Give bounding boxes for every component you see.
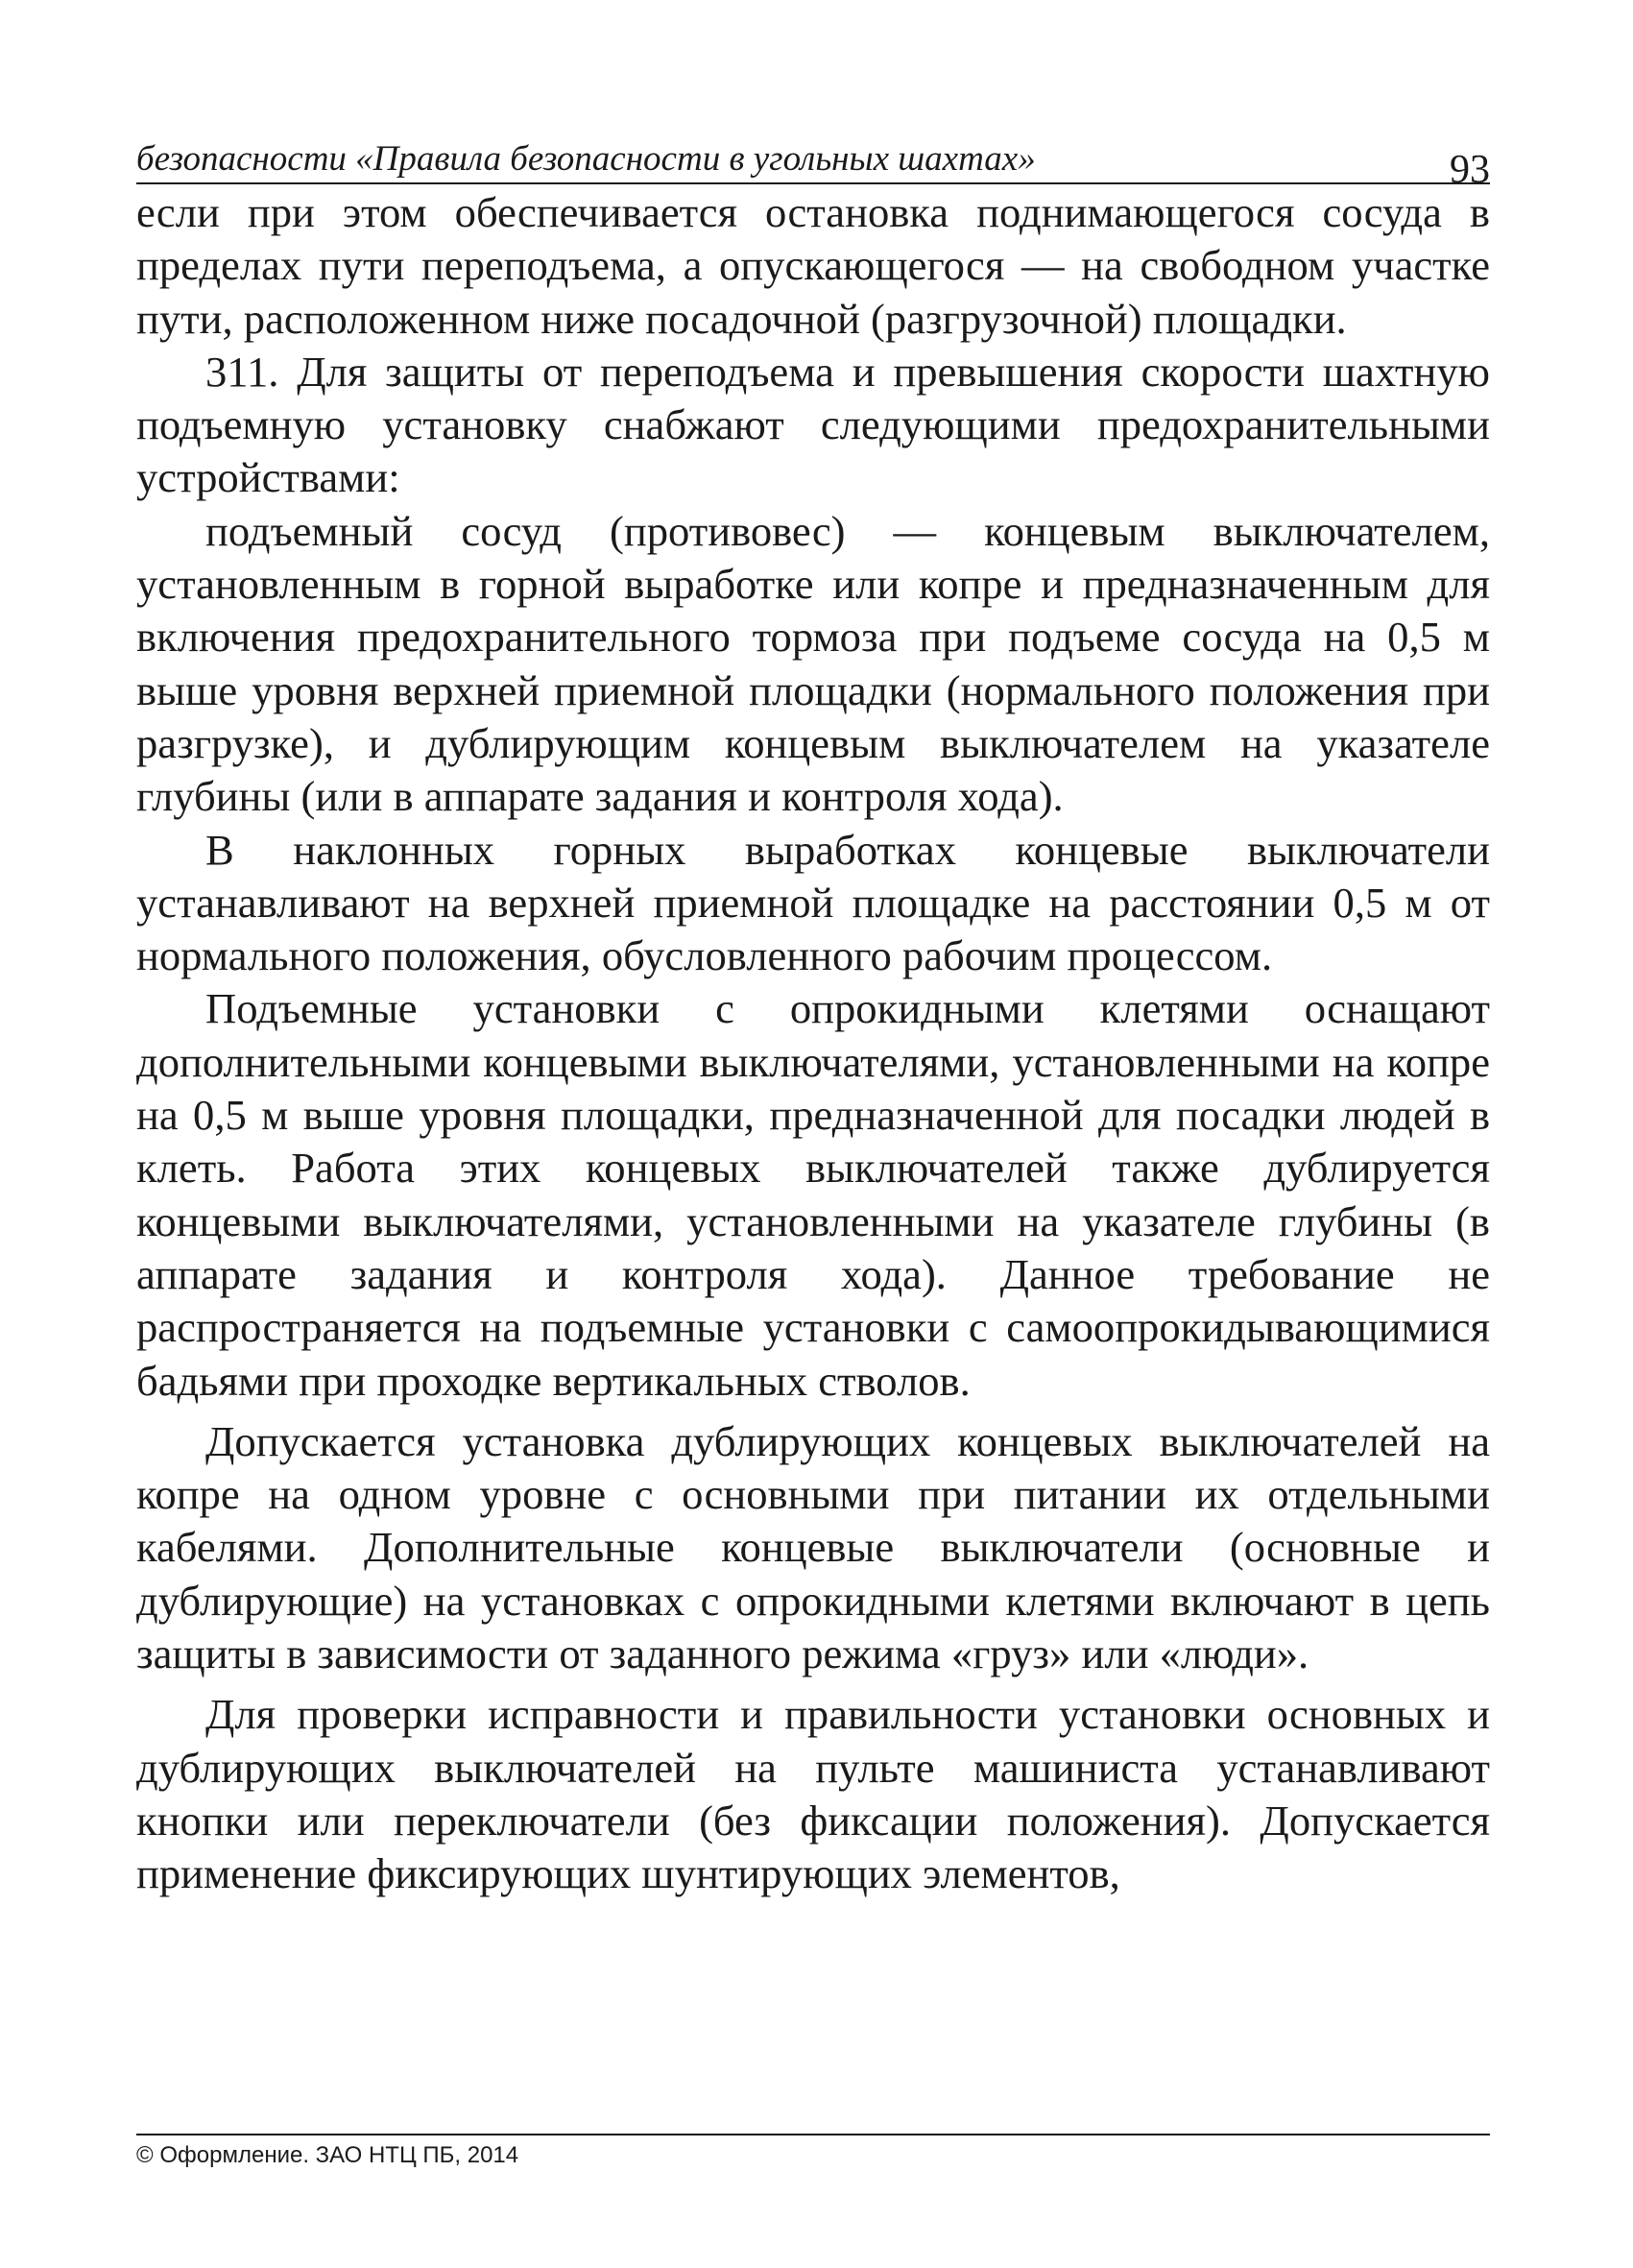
book-page: [136, 134, 1490, 1901]
page-number: 93: [1450, 148, 1490, 192]
footer-copyright: © Оформление. ЗАО НТЦ ПБ, 2014: [136, 2142, 519, 2168]
running-header-title: безопасности «Правила безопасности в угольных шахтах»: [136, 139, 1036, 179]
paragraph-continuation: если при этом обеспечивается остановка поднимающегося сосуда в пределах пути переподъема, а опускающегося — на свободном участке пути, расположенном ниже посадочной (разгрузочной) площадки.: [136, 188, 1490, 343]
footer-divider: [136, 2134, 1490, 2135]
paragraph-duplicate-switches: Допускается установка дублирующих концевых выключателей на копре на одном уровне с основными при питании их отдельными кабелями. Дополнительные концевые выключатели (основные и дублирующие) на установках с опрокидными клетями включают в цепь защиты в зависимости от заданного режима «груз» или «люди».: [136, 1416, 1490, 1678]
paragraph-tipping-cages: Подъемные установки с опрокидными клетями оснащают дополнительными концевыми выключателями, установленными на копре на 0,5 м выше уровня площадки, предназначенной для посадки людей в клеть. Работа этих концевых выключателей также дублируется концевыми выключателями, установленными на указателе глубины (в аппарате задания и контроля хода). Данное требование не распространяется на подъемные установки с самоопрокидывающимися бадьями при проходке вертикальных стволов.: [136, 984, 1490, 1405]
paragraph-inclined-workings: В наклонных горных выработках концевые выключатели устанавливают на верхней приемной площадке на расстоянии 0,5 м от нормального положения, обусловленного рабочим процессом.: [136, 825, 1490, 980]
paragraph-operator-console: Для проверки исправности и правильности установки основных и дублирующих выключателей на пульте машиниста устанавливают кнопки или переключатели (без фиксации положения). Допускается применение фиксирующих шунтирующих элементов,: [136, 1690, 1490, 1898]
body-text: [136, 186, 1490, 1901]
running-header: [136, 134, 1490, 192]
paragraph-item-311: 311. Для защиты от переподъема и превышения скорости шахтную подъемную установку снабжают следующими предохранительными устройствами:: [136, 347, 1490, 502]
paragraph-hoist-vessel: подъемный сосуд (противовес) — концевым выключателем, установленным в горной выработке или копре и предназначенным для включения предохранительного тормоза при подъеме сосуда на 0,5 м выше уровня верхней приемной площадки (нормального положения при разгрузке), и дублирующим концевым выключателем на указателе глубины (или в аппарате задания и контроля хода).: [136, 506, 1490, 821]
